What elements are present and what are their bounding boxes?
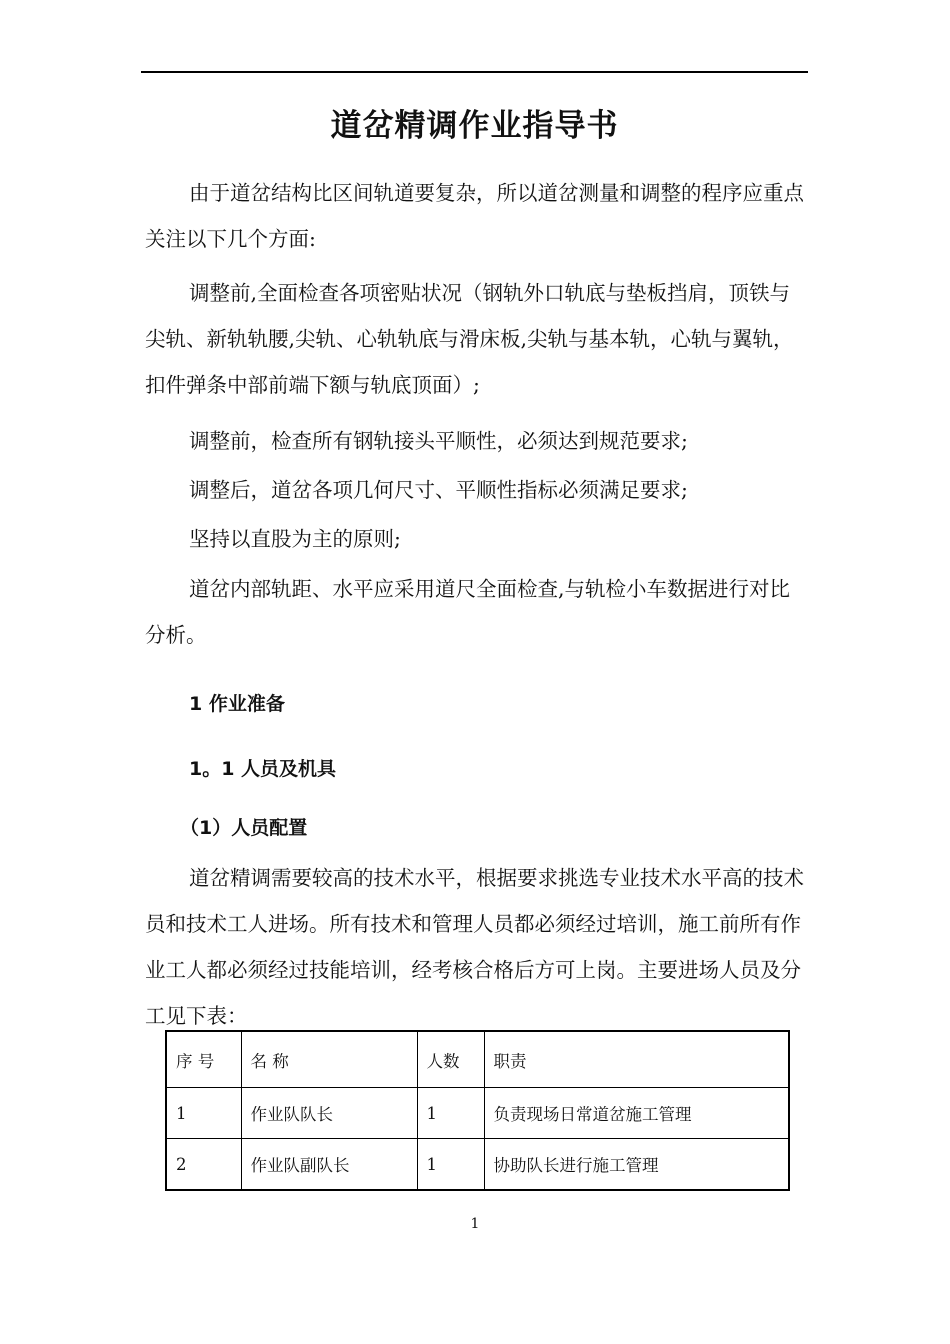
table-row <box>166 1139 789 1191</box>
table-cell: 作业队队长 <box>241 1088 417 1139</box>
staff-paragraph <box>145 855 810 1039</box>
staff-table <box>165 1030 790 1191</box>
intro-paragraph-5 <box>145 516 810 562</box>
intro-text-6: 道岔内部轨距、水平应采用道尺全面检查,与轨检小车数据进行对比分析。 <box>145 577 791 647</box>
intro-paragraph-1 <box>145 170 810 262</box>
intro-paragraph-6 <box>145 566 810 658</box>
table-header-cell: 序 号 <box>166 1031 241 1088</box>
header-rule <box>141 71 808 73</box>
staff-paragraph-text: 道岔精调需要较高的技术水平，根据要求挑选专业技术水平高的技术员和技术工人进场。所有技术和管理人员都必须经过培训，施工前所有作业工人都必须经过技能培训，经考核合格后方可上岗。主要进场人员及分工见下表： <box>145 866 804 1028</box>
intro-text-1: 由于道岔结构比区间轨道要复杂，所以道岔测量和调整的程序应重点关注以下几个方面: <box>145 181 804 251</box>
intro-text-4: 调整后，道岔各项几何尺寸、平顺性指标必须满足要求; <box>189 478 688 502</box>
intro-paragraph-3 <box>145 418 810 464</box>
table-cell: 协助队长进行施工管理 <box>484 1139 789 1191</box>
intro-text-5: 坚持以直股为主的原则; <box>189 527 401 551</box>
page-number: 1 <box>470 1216 480 1232</box>
table-cell: 作业队副队长 <box>241 1139 417 1191</box>
intro-text-3: 调整前，检查所有钢轨接头平顺性，必须达到规范要求; <box>189 429 688 453</box>
table-header-cell: 人数 <box>417 1031 484 1088</box>
table-header-cell: 名 称 <box>241 1031 417 1088</box>
intro-paragraph-4 <box>145 467 810 513</box>
intro-paragraph-2 <box>145 270 810 408</box>
section-heading-1-1: 1。1 人员及机具 <box>189 758 337 780</box>
subsection-heading-staff: （1）人员配置 <box>180 817 308 839</box>
intro-text-2: 调整前,全面检查各项密贴状况（钢轨外口轨底与垫板挡肩，顶铁与尖轨、新轨轨腰,尖轨、心轨轨底与滑床板,尖轨与基本轨，心轨与翼轨，扣件弹条中部前端下额与轨底顶面）; <box>145 281 794 397</box>
table-header-cell: 职责 <box>484 1031 789 1088</box>
table-cell: 1 <box>166 1088 241 1139</box>
table-row <box>166 1088 789 1139</box>
section-heading-1: 1 作业准备 <box>189 693 285 715</box>
table-cell: 1 <box>417 1088 484 1139</box>
table-cell: 2 <box>166 1139 241 1191</box>
table-cell: 负责现场日常道岔施工管理 <box>484 1088 789 1139</box>
table-cell: 1 <box>417 1139 484 1191</box>
table-header-row <box>166 1031 789 1088</box>
document-title: 道岔精调作业指导书 <box>330 108 619 144</box>
